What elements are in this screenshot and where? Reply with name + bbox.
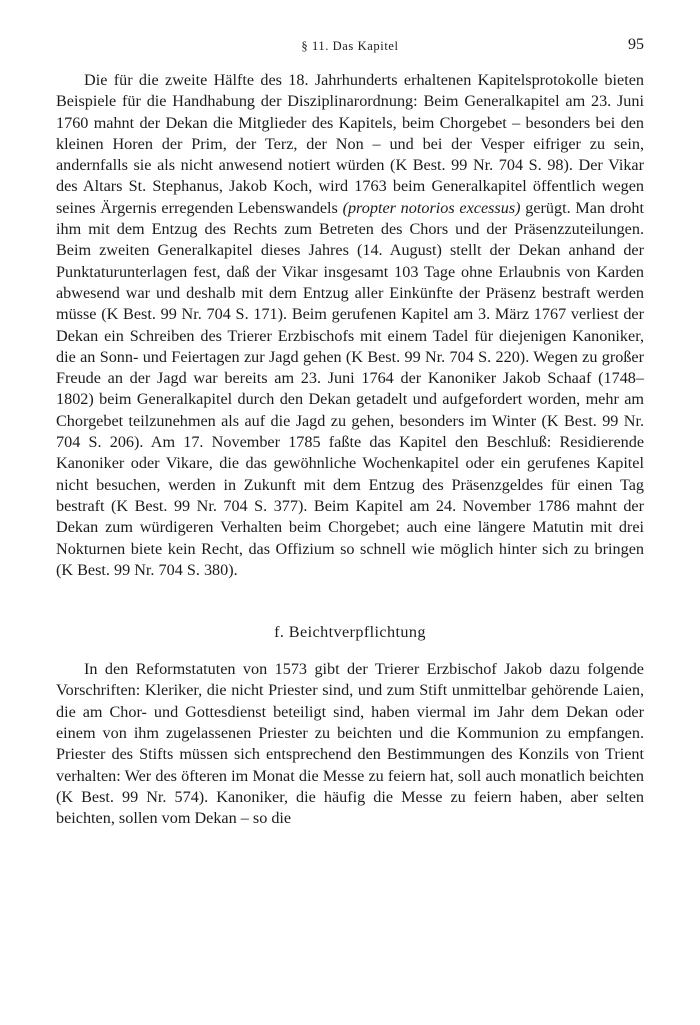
paragraph-text-continued: gerügt. Man droht ihm mit dem Entzug des Rechts zum Betreten des Chors und der Präsenzzuteilungen. Beim zweiten Generalkapitel dieses Jahres (14. August) stellt der Dekan anhand der Punktaturunterlagen fest, daß der Vikar insgesamt 103 Tage ohne Erlaubnis von Karden abwesend war und deshalb mit dem Entzug aller Einkünfte der Präsenz bestraft werden müsse (K Best. 99 Nr. 704 S. 171). Beim gerufenen Kapitel am 3. März 1767 verliest der Dekan ein Schreiben des Trierer Erzbischofs mit einem Tadel für diejenigen Kanoniker, die an Sonn- und Feiertagen zur Jagd gehen (K Best. 99 Nr. 704 S. 220). Wegen zu großer Freude an der Jagd war bereits am 23. Juni 1764 der Kanoniker Jakob Schaaf (1748–1802) beim Generalkapitel durch den Dekan getadelt und aufgefordert worden, mehr am Chorgebet teilzunehmen als auf die Jagd zu gehen, besonders im Winter (K Best. 99 Nr. 704 S. 206). Am 17. November 1785 faßte das Kapitel den Beschluß: Residierende Kanoniker oder Vikare, die das gewöhnliche Wochenkapitel oder ein gerufenes Kapitel nicht besuchen, werden in Zukunft mit dem Entzug des Präsenzgeldes für einen Tag bestraft (K Best. 99 Nr. 704 S. 377). Beim Kapitel am 24. November 1786 mahnt der Dekan zum würdigeren Verhalten beim Chorgebet; auch eine längere Matutin mit drei Nokturnen biete kein Recht, das Offizium so schnell wie möglich hinter sich zu bringen (K Best. 99 Nr. 704 S. 380). [56,198,644,579]
body-paragraph [56,70,644,581]
page-number: 95 [628,36,644,53]
latin-phrase: (propter notorios excessus) [342,198,521,217]
running-head-title: § 11. Das Kapitel [301,39,399,53]
body-paragraph-2: In den Reformstatuten von 1573 gibt der Trierer Erzbischof Jakob dazu folgende Vorschriften: Kleriker, die nicht Priester sind, und zum Stift unmittelbar gehörende Laien, die am Chor- und Gottesdienst beteiligt sind, haben viermal im Jahr dem Dekan oder einem von ihm zugelassenen Priester zu beichten und die Kommunion zu empfangen. Priester des Stifts müssen sich entsprechend den Bestimmungen des Konzils von Trient verhalten: Wer des öfteren im Monat die Messe zu feiern hat, soll auch monatlich beichten (K Best. 99 Nr. 574). Kanoniker, die häufig die Messe zu feiern haben, aber selten beichten, sollen vom Dekan – so die [56,660,644,828]
paragraph-text: Die für die zweite Hälfte des 18. Jahrhunderts erhaltenen Kapitelsprotokolle bieten Beispiele für die Handhabung der Disziplinarordnung: Beim Generalkapitel am 23. Juni 1760 mahnt der Dekan die Mitglieder des Kapitels, beim Chorgebet – besonders bei den kleinen Horen der Prim, der Terz, der Non – und bei der Vesper eifriger zu sein, andernfalls sie als nicht anwesend notiert würden (K Best. 99 Nr. 704 S. 98). Der Vikar des Altars St. Stephanus, Jakob Koch, wird 1763 beim Generalkapitel öffentlich wegen seines Ärgernis erregenden Lebenswandels [56,71,644,217]
section-heading: f. Beichtverpflichtung [274,623,426,642]
document-page [56,36,644,830]
running-head [56,36,644,60]
